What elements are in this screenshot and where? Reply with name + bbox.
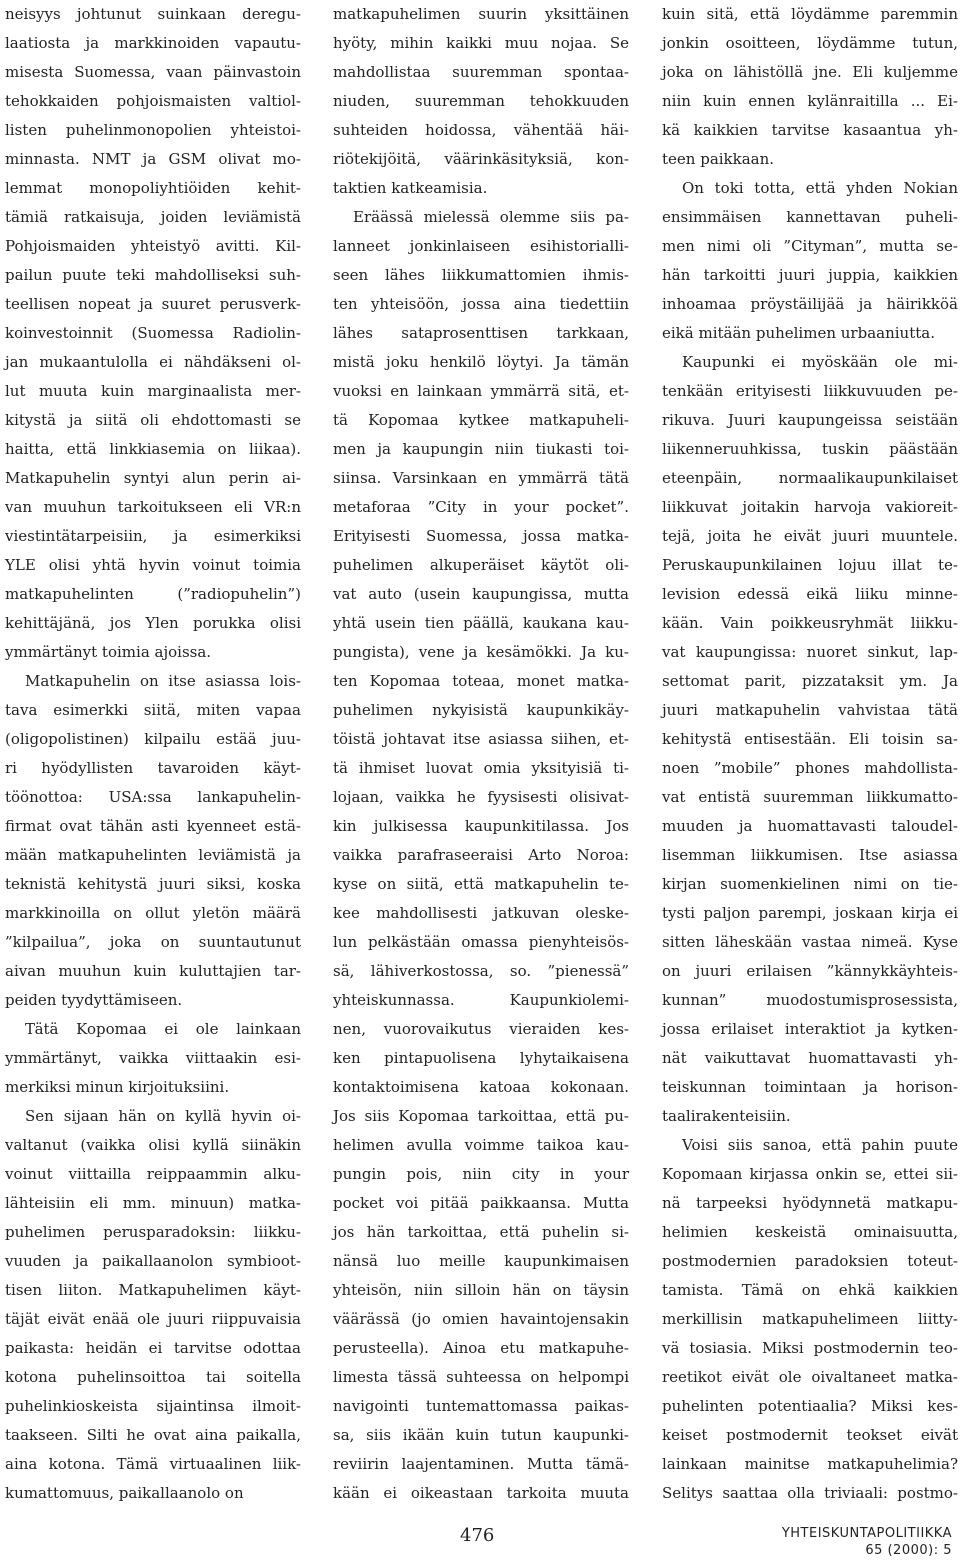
text-column-1 (5, 0, 301, 1508)
text-line: ymmärtänyt toimia ajoissa. (5, 643, 212, 661)
text-line: merkiksi minun kirjoituksiini. (5, 1078, 230, 1096)
text-line: teen paikkaan. (662, 150, 775, 168)
text-line: pocket voi pitää paikkaansa. Mutta (333, 1194, 629, 1212)
text-line: tejä, joita he eivät juuri muuntele. (662, 527, 958, 545)
text-line: ten Kopomaa toteaa, monet matka- (333, 672, 629, 690)
text-line: kuin sitä, että löydämme paremmin (662, 5, 958, 23)
text-line: lainkaan mainitse matkapuhelimia? (662, 1455, 958, 1473)
text-line: pungin pois, niin city in your (333, 1165, 629, 1183)
text-line: pailun puute teki mahdolliseksi suh- (5, 266, 301, 284)
text-line: metaforaa ”City in your pocket”. (333, 498, 629, 516)
text-line: lähes sataprosenttisen tarkkaan, (333, 324, 629, 342)
text-line: voinut viittailla reippaammin alku- (5, 1165, 301, 1183)
text-line: niuden, suuremman tehokkuuden (333, 92, 629, 110)
text-line: laatiosta ja markkinoiden vapautu- (5, 34, 301, 52)
text-line: valtanut (vaikka olisi kyllä siinäkin (5, 1136, 301, 1154)
text-line: nen, vuorovaikutus vieraiden kes- (333, 1020, 629, 1038)
text-line: jossa erilaiset interaktiot ja kytken- (662, 1020, 958, 1038)
text-line: riötekijöitä, väärinkäsityksiä, kon- (333, 150, 629, 168)
text-line: yhteisön, niin silloin hän on täysin (333, 1281, 629, 1299)
text-line: eteenpäin, normaalikaupunkilaiset (662, 469, 958, 487)
text-line: ri hyödyllisten tavaroiden käyt- (5, 759, 301, 777)
text-line: sitten läheskään vastaa nimeä. Kyse (662, 933, 958, 951)
text-line: kumattomuus, paikallaanolo on (5, 1484, 244, 1502)
text-line: Kopomaan kirjassa onkin se, ettei sii- (662, 1165, 958, 1183)
text-line: settomat parit, pizzataksit ym. Ja (662, 672, 958, 690)
text-line: sa, siis ikään kuin tutun kaupunki- (333, 1426, 629, 1444)
text-line: kehitystä entisestään. Eli toisin sa- (662, 730, 958, 748)
text-line: kin julkisessa kaupunkitilassa. Jos (333, 817, 629, 835)
text-line: lisemman liikkumisen. Itse asiassa (662, 846, 958, 864)
text-line: tä ihmiset luovat omia yksityisiä ti- (333, 759, 629, 777)
text-line: puhelinkioskeista sijaintinsa ilmoit- (5, 1397, 301, 1415)
text-line: yhtä usein tien päällä, kaukana kau- (333, 614, 629, 632)
text-line: kehittäjänä, jos Ylen porukka olisi (5, 614, 301, 632)
text-line: viestintätarpeisiin, ja esimerkiksi (5, 527, 301, 545)
text-line: pungista), vene ja kesämökki. Ja ku- (333, 643, 629, 661)
text-line: tava esimerkki siitä, miten vapaa (5, 701, 301, 719)
text-line: vä tosiasia. Miksi postmodernin teo- (662, 1339, 958, 1357)
text-line: puhelimen nykyisistä kaupunkikäy- (333, 701, 629, 719)
text-line: Sen sijaan hän on kyllä hyvin oi- (25, 1107, 301, 1125)
text-line: perusteella). Ainoa etu matkapuhe- (333, 1339, 629, 1357)
text-line: kotona puhelinsoittoa tai soitella (5, 1368, 301, 1386)
text-line: Eräässä mielessä olemme siis pa- (353, 208, 629, 226)
journal-info (782, 1525, 952, 1559)
text-line: yhteiskunnassa. Kaupunkiolemi- (333, 991, 629, 1009)
text-line: vuuden ja paikallaanolon symbioot- (5, 1252, 301, 1270)
text-line: mään matkapuhelinten leviämistä ja (5, 846, 301, 864)
text-line: hyöty, mihin kaikki muu nojaa. Se (333, 34, 629, 52)
text-line: töistä johtavat itse asiassa siihen, et- (333, 730, 629, 748)
text-line: vat auto (usein kaupungissa, mutta (333, 585, 629, 603)
text-line: siinsa. Varsinkaan en ymmärrä tätä (333, 469, 629, 487)
text-line: taalirakenteisiin. (662, 1107, 791, 1125)
text-line: mahdollistaa suuremman spontaa- (333, 63, 629, 81)
text-line: helimien keskeistä ominaisuutta, (662, 1223, 958, 1241)
text-line: töönottoa: USA:ssa lankapuhelin- (5, 788, 301, 806)
text-line: peiden tyydyttämiseen. (5, 991, 183, 1009)
text-line: tamista. Tämä on ehkä kaikkien (662, 1281, 958, 1299)
text-line: vuoksi en lainkaan ymmärrä sitä, et- (333, 382, 629, 400)
text-line: jan mukaantulolla ei nähdäkseni ol- (5, 353, 301, 371)
text-line: levision edessä eikä liiku minne- (662, 585, 958, 603)
text-line: liikenneruuhkissa, tuskin päästään (662, 440, 958, 458)
text-line: ken pintapuolisena lyhytaikaisena (333, 1049, 629, 1067)
text-line: kitystä ja siitä oli ehdottomasti se (5, 411, 301, 429)
text-line: limesta tässä suhteessa on helpompi (333, 1368, 629, 1386)
text-line: kirjan suomenkielinen nimi on tie- (662, 875, 958, 893)
text-line: mistä joku henkilö löytyi. Ja tämän (333, 353, 629, 371)
text-line: kontaktoimisena katoaa kokonaan. (333, 1078, 629, 1096)
text-line: paikasta: heidän ei tarvitse odottaa (5, 1339, 301, 1357)
text-line: ensimmäisen kannettavan puheli- (662, 208, 958, 226)
text-line: teellisen nopeat ja suuret perusverk- (5, 295, 301, 313)
text-line: muuden ja huomattavasti taloudel- (662, 817, 958, 835)
text-line: täjät eivät enää ole juuri riippuvaisia (5, 1310, 301, 1328)
text-line: suhteiden hoidossa, vähentää häi- (333, 121, 629, 139)
text-line: joka on lähistöllä jne. Eli kuljemme (662, 63, 958, 81)
text-line: taakseen. Silti he ovat aina paikalla, (5, 1426, 301, 1444)
text-line: ten yhteisöön, jossa aina tiedettiin (333, 295, 629, 313)
text-line: lanneet jonkinlaiseen esihistorialli- (333, 237, 629, 255)
text-column-2 (333, 0, 629, 1508)
text-line: rikuva. Juuri kaupungeissa seistään (662, 411, 958, 429)
text-line: lojaan, vaikka he fyysisesti olisivat- (333, 788, 629, 806)
text-line: lut muuta kuin marginaalista mer- (5, 382, 301, 400)
text-line: merkillisin matkapuhelimeen liitty- (662, 1310, 958, 1328)
text-column-3 (662, 0, 958, 1508)
text-line: kee mahdollisesti jatkuvan oleske- (333, 904, 629, 922)
text-line: lemmat monopoliyhtiöiden kehit- (5, 179, 301, 197)
text-line: aina kotona. Tämä virtuaalinen liik- (5, 1455, 301, 1473)
text-line: puhelimen alkuperäiset käytöt oli- (333, 556, 629, 574)
text-line: tenkään erityisesti liikkuvuuden pe- (662, 382, 958, 400)
text-line: kä kaikkien tarvitse kasaantua yh- (662, 121, 958, 139)
text-line: kunnan” muodostumisprosessista, (662, 991, 958, 1009)
text-line: aivan muuhun kuin kuluttajien tar- (5, 962, 301, 980)
text-line: nänsä luo meille kaupunkimaisen (333, 1252, 629, 1270)
text-line: seen lähes liikkumattomien ihmis- (333, 266, 629, 284)
text-line: tysti paljon parempi, joskaan kirja ei (662, 904, 958, 922)
journal-name: YHTEISKUNTAPOLITIIKKA (781, 1526, 952, 1541)
text-line: jos hän tarkoittaa, että puhelin si- (333, 1223, 629, 1241)
text-line: eikä mitään puhelimen urbaaniutta. (662, 324, 935, 342)
text-line: YLE olisi yhtä hyvin voinut toimia (5, 556, 301, 574)
text-line: ”kilpailua”, joka on suuntautunut (5, 933, 301, 951)
text-line: tehokkaiden pohjoismaisten valtiol- (5, 92, 301, 110)
text-line: reetikot eivät ole oivaltaneet matka- (662, 1368, 958, 1386)
text-line: Jos siis Kopomaa tarkoittaa, että pu- (333, 1107, 629, 1125)
text-line: men nimi oli ”Cityman”, mutta se- (662, 237, 958, 255)
text-line: Peruskaupunkilainen lojuu illat te- (662, 556, 958, 574)
text-line: Matkapuhelin syntyi alun perin ai- (5, 469, 301, 487)
text-line: Tätä Kopomaa ei ole lainkaan (25, 1020, 301, 1038)
text-line: taktien katkeamisia. (333, 179, 488, 197)
text-line: haitta, että linkkiasemia on liikaa). (5, 440, 301, 458)
text-line: kään ei oikeastaan tarkoita muuta (333, 1484, 629, 1502)
text-line: navigointi tuntemattomassa paikas- (333, 1397, 629, 1415)
journal-issue: 65 (2000): 5 (865, 1543, 952, 1558)
text-line: sä, lähiverkostossa, so. ”pienessä” (333, 962, 629, 980)
text-line: minnasta. NMT ja GSM olivat mo- (5, 150, 301, 168)
text-line: lun pelkästään omassa pienyhteisös- (333, 933, 629, 951)
text-line: firmat ovat tähän asti kyenneet estä- (5, 817, 301, 835)
text-line: helimen avulla voimme taikoa kau- (333, 1136, 629, 1154)
text-line: teknistä kehitystä juuri siksi, koska (5, 875, 301, 893)
text-line: noen ”mobile” phones mahdollista- (662, 759, 958, 777)
text-line: matkapuhelimen suurin yksittäinen (333, 5, 629, 23)
text-line: (oligopolistinen) kilpailu estää juu- (5, 730, 301, 748)
text-line: Selitys saattaa olla triviaali: postmo- (662, 1484, 958, 1502)
text-line: ymmärtänyt, vaikka viittaakin esi- (5, 1049, 301, 1067)
text-line: matkapuhelinten (”radiopuhelin”) (5, 585, 301, 603)
text-line: kään. Vain poikkeusryhmät liikku- (662, 614, 958, 632)
page-number: 476 (460, 1525, 495, 1546)
text-line: postmodernien paradoksien toteut- (662, 1252, 958, 1270)
text-line: puhelinten potentiaalia? Miksi kes- (662, 1397, 958, 1415)
text-line: on juuri erilaisen ”kännykkäyhteis- (662, 962, 958, 980)
text-line: On toki totta, että yhden Nokian (682, 179, 958, 197)
text-line: listen puhelinmonopolien yhteistoi- (5, 121, 301, 139)
text-line: Matkapuhelin on itse asiassa lois- (25, 672, 301, 690)
text-line: hän tarkoitti juuri juppia, kaikkien (662, 266, 958, 284)
text-line: nät vaikuttavat huomattavasti yh- (662, 1049, 958, 1067)
text-line: Kaupunki ei myöskään ole mi- (682, 353, 958, 371)
text-line: väärässä (jo omien havaintojensakin (333, 1310, 629, 1328)
text-line: vat kaupungissa: nuoret sinkut, lap- (662, 643, 958, 661)
text-line: neisyys johtunut suinkaan deregu- (5, 5, 301, 23)
text-line: men ja kaupungin niin tiukasti toi- (333, 440, 629, 458)
text-line: nä tarpeeksi hyödynnetä matkapu- (662, 1194, 958, 1212)
text-line: misesta Suomessa, vaan päinvastoin (5, 63, 301, 81)
text-line: Erityisesti Suomessa, jossa matka- (333, 527, 629, 545)
text-line: keiset postmodernit teokset eivät (662, 1426, 958, 1444)
text-line: tä Kopomaa kytkee matkapuheli- (333, 411, 629, 429)
text-line: lähteisiin eli mm. minuun) matka- (5, 1194, 301, 1212)
text-line: koinvestoinnit (Suomessa Radiolin- (5, 324, 301, 342)
text-line: tämiä ratkaisuja, joiden leviämistä (5, 208, 301, 226)
text-line: teiskunnan toimintaan ja horison- (662, 1078, 958, 1096)
text-line: kyse on siitä, että matkapuhelin te- (333, 875, 629, 893)
text-line: liikkuvat joitakin harvoja vakioreit- (662, 498, 958, 516)
text-line: tisen liiton. Matkapuhelimen käyt- (5, 1281, 301, 1299)
text-line: juuri matkapuhelin vahvistaa tätä (662, 701, 958, 719)
text-line: Voisi siis sanoa, että pahin puute (682, 1136, 958, 1154)
text-line: vat entistä suuremman liikkumatto- (662, 788, 958, 806)
text-line: puhelimen perusparadoksin: liikku- (5, 1223, 301, 1241)
text-line: Pohjoismaiden yhteistyö avitti. Kil- (5, 237, 301, 255)
text-line: inhoamaa pröystäilijää ja häirikköä (662, 295, 958, 313)
text-line: markkinoilla on ollut yletön määrä (5, 904, 301, 922)
text-line: vaikka parafraseeraisi Arto Noroa: (333, 846, 629, 864)
text-line: niin kuin ennen kylänraitilla ... Ei- (662, 92, 958, 110)
text-line: van muuhun tarkoitukseen eli VR:n (5, 498, 301, 516)
text-line: jonkin osoitteen, löydämme tutun, (662, 34, 958, 52)
text-line: reviirin laajentaminen. Mutta tämä- (333, 1455, 629, 1473)
